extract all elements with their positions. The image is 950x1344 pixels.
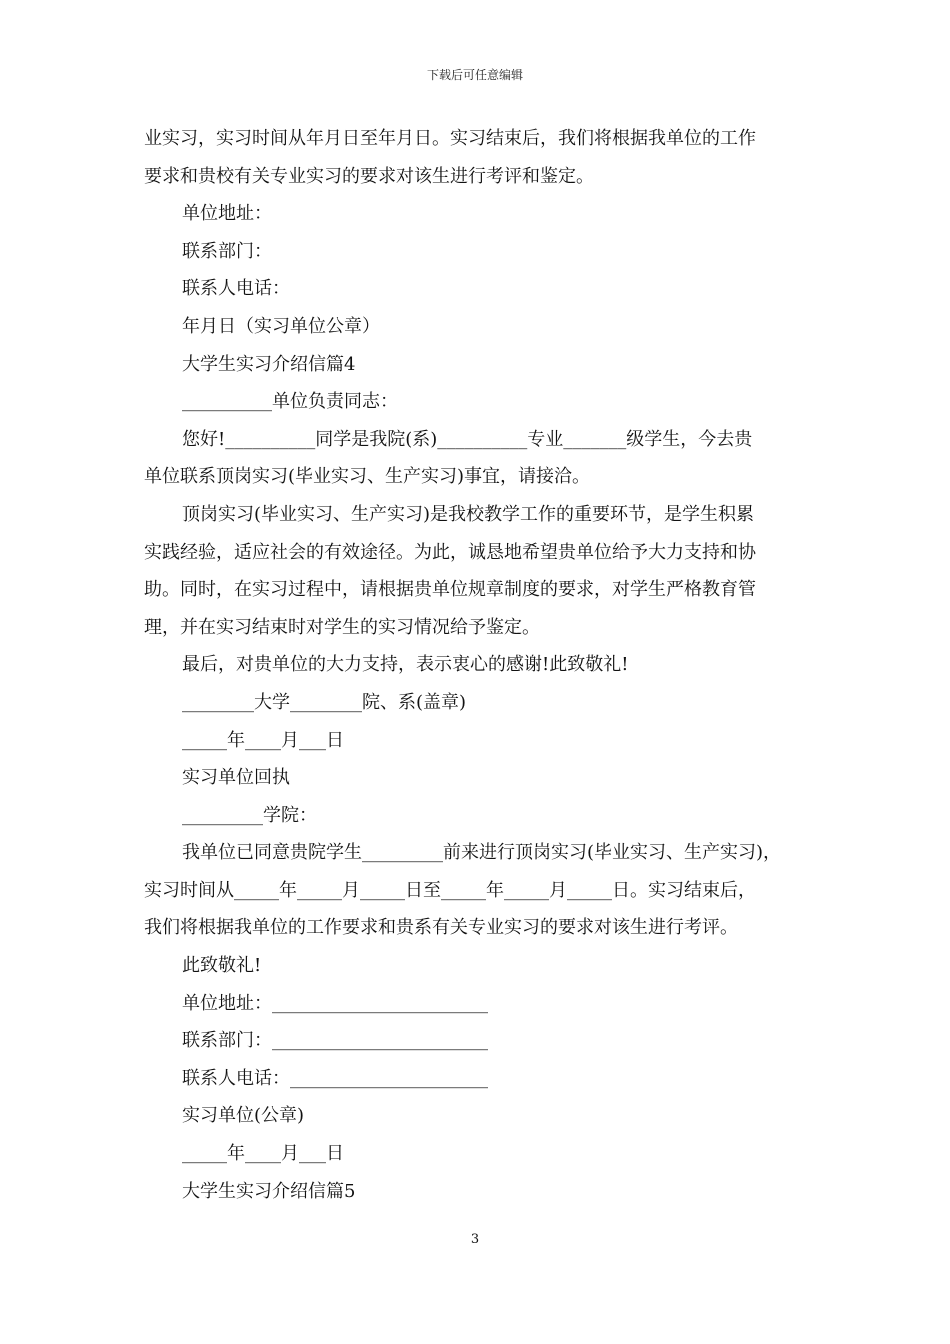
section-heading-4: 大学生实习介绍信篇4 bbox=[182, 353, 356, 375]
contact-phone-field: 联系人电话：______________________ bbox=[182, 1067, 488, 1089]
text-line-13: 助。同时，在实习过程中，请根据贵单位规章制度的要求，对学生严格教育管 bbox=[144, 579, 756, 601]
contact-department-field: 联系部门：________________________ bbox=[182, 1030, 488, 1052]
unit-address-field: 单位地址：________________________ bbox=[182, 992, 488, 1014]
text-line-21: 实习时间从_____年_____月_____日至_____年_____月_____日。实习结束后， bbox=[144, 879, 756, 901]
unit-address-label: 单位地址： bbox=[182, 203, 272, 225]
college-salutation: _________学院： bbox=[182, 804, 317, 826]
text-line-22: 我们将根据我单位的工作要求和贵系有关专业实习的要求对该生进行考评。 bbox=[144, 917, 738, 939]
date-blank-line-1: _____年____月___日 bbox=[182, 729, 344, 751]
document-body bbox=[144, 120, 809, 1210]
closing-line: 最后，对贵单位的大力支持，表示衷心的感谢!此致敬礼! bbox=[182, 654, 629, 676]
salutation-line: __________单位负责同志： bbox=[182, 391, 398, 413]
text-line-20: 我单位已同意贵院学生_________前来进行顶岗实习(毕业实习、生产实习)， bbox=[182, 842, 782, 864]
unit-seal-line: 实习单位(公章) bbox=[182, 1105, 305, 1127]
text-line-14: 理，并在实习结束时对学生的实习情况给予鉴定。 bbox=[144, 616, 540, 638]
page-number: 3 bbox=[470, 1232, 480, 1247]
text-line-10: 单位联系顶岗实习(毕业实习、生产实习)事宜，请接洽。 bbox=[144, 466, 591, 488]
contact-department-label: 联系部门： bbox=[182, 240, 272, 262]
date-blank-line-2: _____年____月___日 bbox=[182, 1143, 344, 1165]
text-line-9: 您好!__________同学是我院(系)__________专业_______级学生，今去贵 bbox=[182, 428, 753, 450]
regards-line: 此致敬礼! bbox=[182, 955, 262, 977]
date-seal-line: 年月日（实习单位公章） bbox=[182, 315, 380, 337]
section-heading-5: 大学生实习介绍信篇5 bbox=[182, 1180, 356, 1202]
text-line-12: 实践经验，适应社会的有效途径。为此，诚恳地希望贵单位给予大力支持和协 bbox=[144, 541, 756, 563]
university-seal-line: ________大学________院、系(盖章) bbox=[182, 691, 467, 713]
page-header: 下载后可任意编辑 bbox=[426, 68, 523, 82]
text-line-1: 业实习，实习时间从年月日至年月日。实习结束后，我们将根据我单位的工作 bbox=[144, 128, 756, 149]
contact-phone-label: 联系人电话： bbox=[182, 278, 290, 300]
receipt-heading: 实习单位回执 bbox=[182, 767, 290, 789]
text-line-11: 顶岗实习(毕业实习、生产实习)是我校教学工作的重要环节，是学生积累 bbox=[182, 503, 755, 525]
text-line-2: 要求和贵校有关专业实习的要求对该生进行考评和鉴定。 bbox=[144, 165, 594, 187]
